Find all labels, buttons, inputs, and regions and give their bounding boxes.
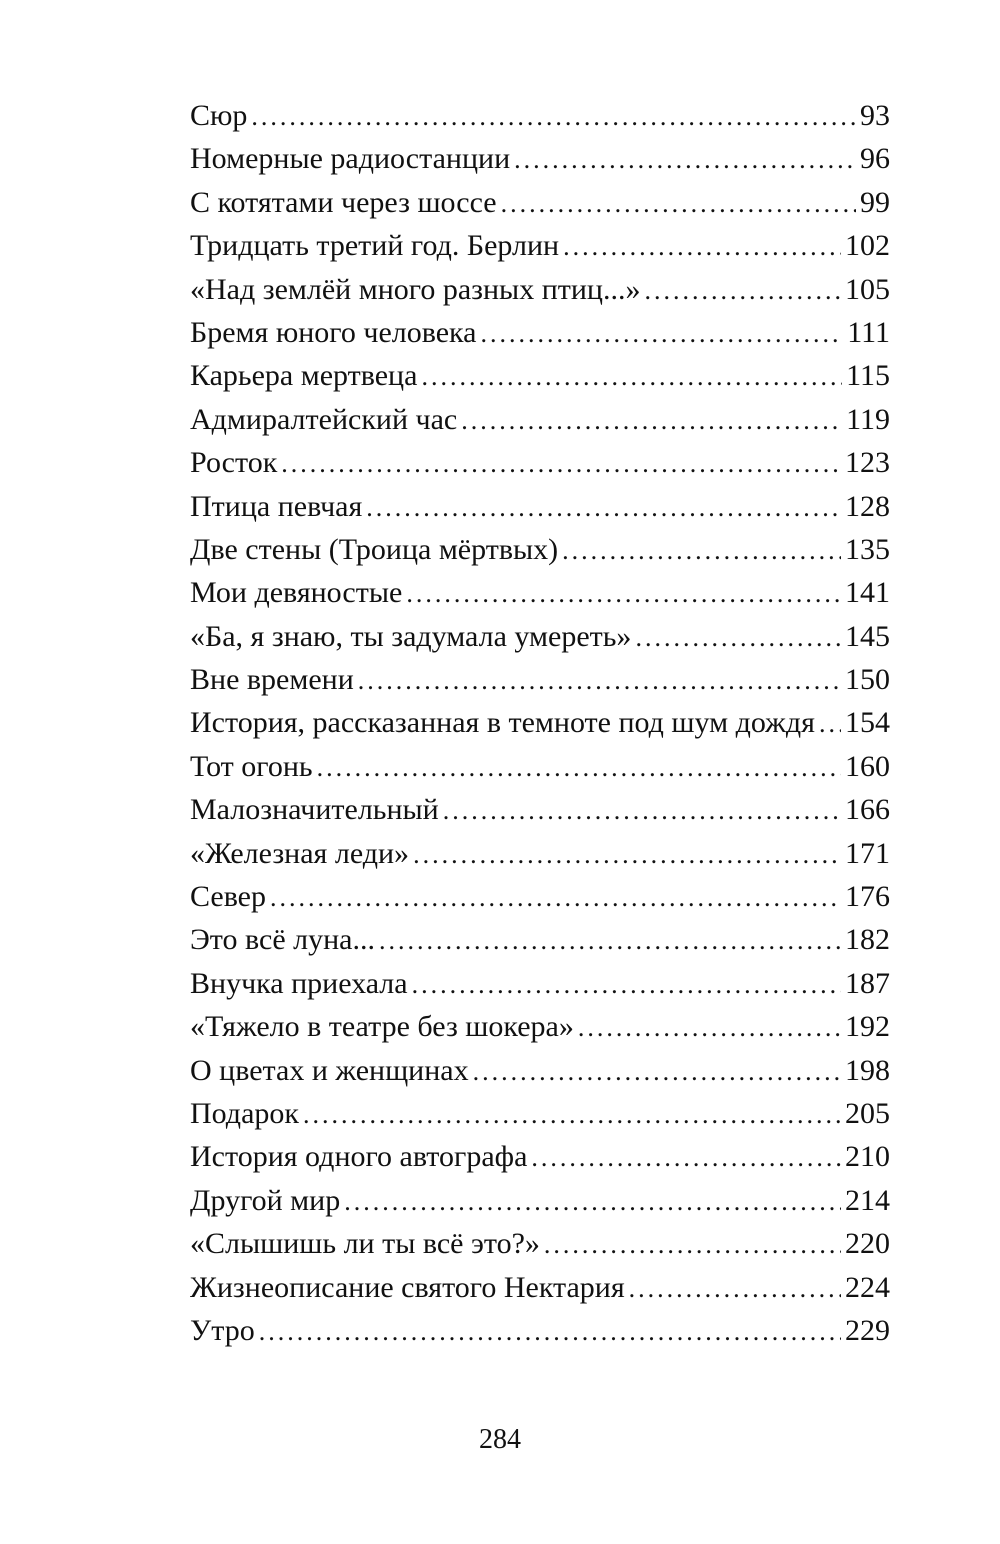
toc-entry-title: «Тяжело в театре без шокера»: [190, 1010, 574, 1044]
toc-entry-page: 176: [845, 880, 890, 914]
toc-entry[interactable]: [190, 1222, 890, 1265]
toc-entry-title: «Ба, я знаю, ты задумала умереть»: [190, 619, 632, 653]
toc-leader-dots: [270, 876, 841, 918]
toc-entry[interactable]: [190, 745, 890, 788]
toc-entry[interactable]: [190, 962, 890, 1005]
toc-entry-page: 198: [845, 1053, 890, 1087]
toc-entry-page: 182: [845, 923, 890, 957]
toc-entry-page: 171: [845, 836, 890, 870]
toc-entry-page: 166: [845, 793, 890, 827]
toc-entry-title: С котятами через шоссе: [190, 185, 497, 219]
toc-entry-title: Карьера мертвеца: [190, 359, 418, 393]
toc-entry[interactable]: [190, 571, 890, 614]
toc-entry-title: Внучка приехала: [190, 966, 408, 1000]
toc-entry-title: Малозначительный: [190, 793, 439, 827]
toc-entry-title: Бремя юного человека: [190, 315, 477, 349]
toc-entry-page: 229: [845, 1313, 890, 1347]
toc-entry[interactable]: [190, 528, 890, 571]
toc-entry[interactable]: [190, 875, 890, 918]
toc-leader-dots: [473, 1050, 841, 1092]
toc-entry[interactable]: [190, 94, 890, 137]
toc-leader-dots: [544, 1223, 841, 1265]
toc-entry-title: Север: [190, 880, 266, 914]
toc-entry-page: 187: [845, 966, 890, 1000]
toc-entry-page: 210: [845, 1140, 890, 1174]
toc-entry-page: 128: [845, 489, 890, 523]
toc-entry[interactable]: [190, 1005, 890, 1048]
toc-leader-dots: [578, 1006, 841, 1048]
toc-entry-page: 145: [845, 619, 890, 653]
toc-entry-page: 111: [847, 315, 890, 349]
toc-entry-page: 154: [845, 706, 890, 740]
toc-entry-title: Другой мир: [190, 1183, 341, 1217]
toc-entry[interactable]: [190, 788, 890, 831]
toc-entry-page: 214: [845, 1183, 890, 1217]
toc-leader-dots: [259, 1310, 841, 1352]
toc-entry-page: 220: [845, 1227, 890, 1261]
toc-leader-dots: [461, 399, 842, 441]
toc-entry[interactable]: [190, 1266, 890, 1309]
toc-entry[interactable]: [190, 1049, 890, 1092]
toc-leader-dots: [480, 312, 843, 354]
toc-entry[interactable]: [190, 268, 890, 311]
toc-entry-title: Тридцать третий год. Берлин: [190, 229, 560, 263]
toc-entry[interactable]: [190, 181, 890, 224]
toc-entry[interactable]: [190, 1179, 890, 1222]
toc-entry-title: «Над землёй много разных птиц...»: [190, 272, 641, 306]
toc-leader-dots: [531, 1136, 841, 1178]
toc-entry-page: 205: [845, 1096, 890, 1130]
toc-entry-title: Подарок: [190, 1096, 299, 1130]
toc-leader-dots: [303, 1093, 841, 1135]
toc-entry[interactable]: [190, 918, 890, 961]
toc-entry[interactable]: [190, 1135, 890, 1178]
toc-entry[interactable]: [190, 832, 890, 875]
toc-leader-dots: [413, 833, 841, 875]
toc-entry-title: Мои девяностые: [190, 576, 403, 610]
toc-entry-title: «Слышишь ли ты всё это?»: [190, 1227, 540, 1261]
toc-entry-page: 160: [845, 749, 890, 783]
toc-entry[interactable]: [190, 1092, 890, 1135]
toc-leader-dots: [819, 702, 841, 744]
toc-entry-page: 115: [846, 359, 890, 393]
toc-entry-title: Две стены (Троица мёртвых): [190, 532, 559, 566]
toc-leader-dots: [281, 442, 841, 484]
toc-entry[interactable]: [190, 658, 890, 701]
toc-entry-title: Росток: [190, 446, 278, 480]
toc-entry-page: 102: [845, 229, 890, 263]
toc-leader-dots: [317, 746, 841, 788]
toc-leader-dots: [358, 659, 841, 701]
toc-entry[interactable]: [190, 354, 890, 397]
toc-leader-dots: [251, 95, 856, 137]
toc-entry-page: 99: [860, 185, 890, 219]
toc-leader-dots: [635, 616, 841, 658]
toc-entry[interactable]: [190, 311, 890, 354]
toc-entry-title: Птица певчая: [190, 489, 363, 523]
toc-entry-title: Жизнеописание святого Нектария: [190, 1270, 625, 1304]
toc-entry-page: 192: [845, 1010, 890, 1044]
toc-leader-dots: [366, 486, 841, 528]
toc-entry-page: 93: [860, 99, 890, 132]
toc-leader-dots: [563, 225, 841, 267]
toc-entry-page: 141: [845, 576, 890, 610]
toc-entry[interactable]: [190, 137, 890, 180]
toc-entry-title: «Железная леди»: [190, 836, 410, 870]
toc-entry-title: История одного автографа: [190, 1140, 528, 1174]
toc-leader-dots: [562, 529, 841, 571]
page-number: 284: [479, 1424, 521, 1455]
toc-leader-dots: [379, 919, 841, 961]
toc-entry-title: О цветах и женщинах: [190, 1053, 469, 1087]
toc-entry[interactable]: [190, 441, 890, 484]
toc-entry-title: Тот огонь: [190, 749, 313, 783]
toc-entry[interactable]: [190, 1309, 890, 1352]
toc-entry-title: Вне времени: [190, 663, 354, 697]
toc-entry[interactable]: [190, 398, 890, 441]
toc-entry-page: 224: [845, 1270, 890, 1304]
toc-entry-page: 96: [860, 142, 890, 176]
toc-leader-dots: [412, 963, 841, 1005]
toc-leader-dots: [644, 269, 841, 311]
toc-entry[interactable]: [190, 701, 890, 744]
toc-entry-title: История, рассказанная в темноте под шум дождя: [190, 706, 815, 740]
toc-leader-dots: [514, 138, 856, 180]
toc-entry[interactable]: [190, 615, 890, 658]
toc-leader-dots: [344, 1180, 841, 1222]
toc-entry[interactable]: [190, 485, 890, 528]
toc-entry-title: Адмиралтейский час: [190, 402, 458, 436]
toc-entry-page: 150: [845, 663, 890, 697]
toc-entry-page: 119: [846, 402, 890, 436]
toc-entry-title: Это всё луна...: [190, 923, 375, 957]
toc-leader-dots: [421, 355, 842, 397]
toc-entry-title: Утро: [190, 1313, 255, 1347]
toc-entry[interactable]: [190, 224, 890, 267]
toc-entry-page: 135: [845, 532, 890, 566]
toc-entry-title: Сюр: [190, 99, 248, 132]
toc-entry-page: 105: [845, 272, 890, 306]
toc-leader-dots: [443, 789, 841, 831]
toc-leader-dots: [501, 182, 856, 224]
toc-leader-dots: [406, 572, 841, 614]
toc-leader-dots: [629, 1267, 841, 1309]
toc-entry-page: 123: [845, 446, 890, 480]
table-of-contents: [190, 94, 890, 1352]
toc-entry-title: Номерные радиостанции: [190, 142, 511, 176]
